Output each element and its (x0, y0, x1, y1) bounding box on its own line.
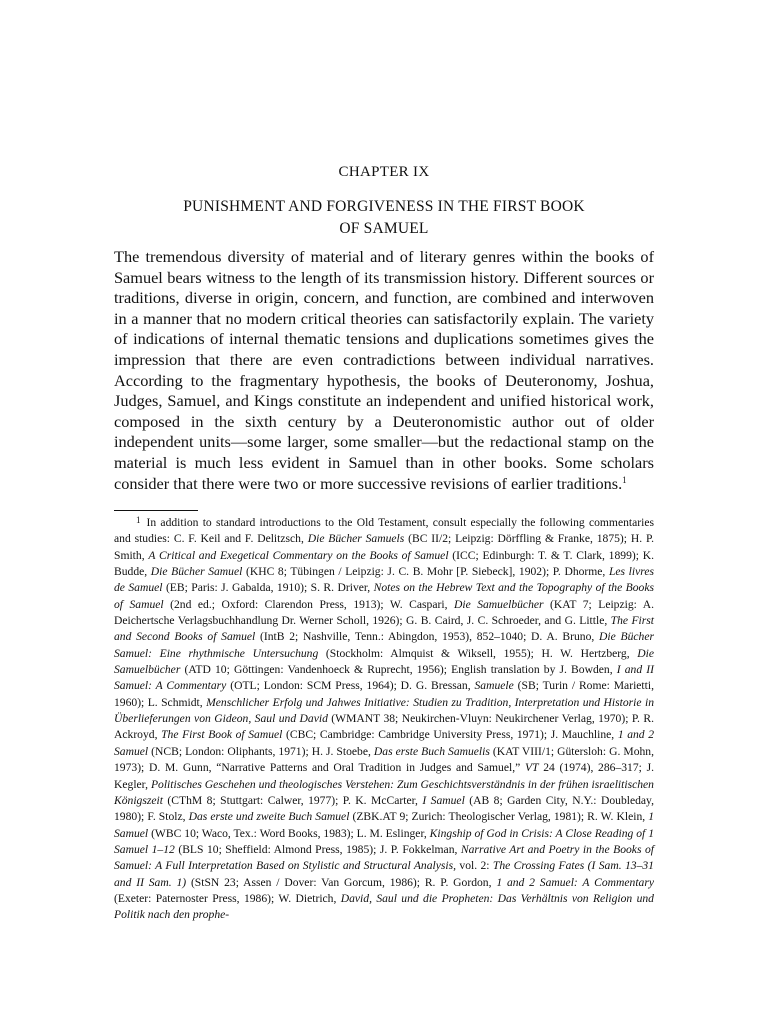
footnote-text-run: (SB; Turin / Rome: Marietti, 1960); L. Schmidt, (114, 679, 654, 709)
footnote-text-run: In addition to standard introductions to the Old Testament, consult especially the following commentaries and studies: C. F. Keil and F. Delitzsch, (114, 516, 654, 546)
footnote-text-run: (BLS 10; Sheffield: Almond Press, 1985); J. P. Fokkelman, (174, 842, 461, 856)
footnote-title-italic: David, Saul und die Propheten: Das Verhältnis von Religion und Politik nach den prophe- (114, 891, 654, 922)
footnote-title-italic: Die Bücher Samuel: Eine rhythmische Untersuchung (114, 630, 654, 660)
footnote-text-run: vol. 2: (456, 859, 493, 873)
footnote-text-run: (ICC; Edinburgh: T. & T. Clark, 1899); K. Budde, (114, 548, 654, 579)
footnote-title-italic: Das erste und zweite Buch Samuel (188, 810, 350, 824)
footnote-title-italic: Kingship of God in Crisis: A Close Reading of 1 Samuel 1–12 (114, 826, 654, 856)
footnote-title-italic: The First Book of Samuel (161, 728, 283, 742)
chapter-title-line-1: PUNISHMENT AND FORGIVENESS IN THE FIRST BOOK (183, 198, 585, 215)
footnote-text-run: (ATD 10; Göttingen: Vandenhoeck & Ruprecht, 1956); English translation by J. Bowden, (180, 663, 617, 677)
footnote-title-italic: I Samuel (422, 793, 465, 807)
chapter-title-line-2: OF SAMUEL (339, 220, 429, 237)
footnote-title-italic: Notes on the Hebrew Text and the Topography of the Books of Samuel (114, 581, 655, 611)
body-paragraph (114, 247, 654, 494)
footnote-title-italic: Die Bücher Samuels (307, 532, 405, 546)
footnote-title-italic: Samuele (474, 679, 514, 693)
footnote-text-run: (OTL; London: SCM Press, 1964); D. G. Bressan, (226, 679, 475, 693)
footnote-title-italic: VT (524, 761, 539, 775)
footnote: 1 In addition to standard introductions to the Old Testament, consult especially the following commentaries and studies: C. F. Keil and F. Delitzsch, Die Bücher Samuels (BC II/2; Leipzig: Dörffling & Franke, 1875); H. P. Smith, A Critical and Exegetical Commentary on the Books of Samuel (ICC; Edinburgh: T. & T. Clark, 1899); K. Budde, Die Bücher Samuel (KHC 8; Tübingen / Leipzig: J. C. B. Mohr [P. Siebeck], 1902); P. Dhorme, Les livres de Samuel (EB; Paris: J. Gabalda, 1910); S. R. Driver, Notes on the Hebrew Text and the Topography of the Books of Samuel (2nd ed.; Oxford: Clarendon Press, 1913); W. Caspari, Die Samuelbücher (KAT 7; Leipzig: A. Deichertsche Verlagsbuchhandlung Dr. Werner Scholl, 1926); G. B. Caird, J. C. Schroeder, and G. Little, The First and Second Books of Samuel (IntB 2; Nashville, Tenn.: Abingdon, 1953), 852–1040; D. A. Bruno, Die Bücher Samuel: Eine rhythmische Untersuchung (Stockholm: Almquist & Wiksell, 1955); H. W. Hertzberg, Die Samuelbücher (ATD 10; Göttingen: Vandenhoeck & Ruprecht, 1956); English translation by J. Bowden, I and II Samuel: A Commentary (OTL; London: SCM Press, 1964); D. G. Bressan, Samuele (SB; Turin / Rome: Marietti, 1960); L. Schmidt, Menschlicher Erfolg und Jahwes Initiative: Studien zu Tradition, Interpretation und Historie in Überlieferungen von Gideon, Saul und David (WMANT 38; Neukirchen-Vluyn: Neukirchener Verlag, 1970); P. R. Ackroyd, The First Book of Samuel (CBC; Cambridge: Cambridge University Press, 1971); J. Mauchline, 1 and 2 Samuel (NCB; London: Oliphants, 1971); H. J. Stoebe, Das erste Buch Samuelis (KAT VIII/1; Gütersloh: G. Mohn, 1973); D. M. Gunn, “Narrative Patterns and Oral Tradition in Judges and Samuel,” VT 24 (1974), 286–317; J. Kegler, Politisches Geschehen und theologisches Verstehen: Zum Geschichtsverständnis in der frühen israelitischen Königszeit (CThM 8; Stuttgart: Calwer, 1977); P. K. McCarter, I Samuel (AB 8; Garden City, N.Y.: Doubleday, 1980); F. Stolz, Das erste und zweite Buch Samuel (ZBK.AT 9; Zurich: Theologischer Verlag, 1981); R. W. Klein, 1 Samuel (WBC 10; Waco, Tex.: Word Books, 1983); L. M. Eslinger, Kingship of God in Crisis: A Close Reading of 1 Samuel 1–12 (BLS 10; Sheffield: Almond Press, 1985); J. P. Fokkelman, Narrative Art and Poetry in the Books of Samuel: A Full Interpretation Based on Stylistic and Structural Analysis, vol. 2: The Crossing Fates (I Sam. 13–31 and II Sam. 1) (StSN 23; Assen / Dover: Van Gorcum, 1986); R. P. Gordon, 1 and 2 Samuel: A Commentary (Exeter: Paternoster Press, 1986); W. Dietrich, David, Saul und die Propheten: Das Verhältnis von Religion und Politik nach den prophe- (114, 515, 655, 922)
footnote-title-italic: Die Samuelbücher (114, 646, 654, 677)
footnote-title-italic: 1 and 2 Samuel: A Commentary (496, 875, 654, 889)
footnote-text-run: (IntB 2; Nashville, Tenn.: Abingdon, 1953), 852–1040; D. A. Bruno, (255, 630, 600, 644)
footnote-title-italic: Les livres de Samuel (114, 565, 654, 595)
footnote-text-run: (CBC; Cambridge: Cambridge University Press, 1971); J. Mauchline, (282, 728, 618, 742)
footnote-text-run: (CThM 8; Stuttgart: Calwer, 1977); P. K. McCarter, (162, 793, 423, 807)
footnote-title-italic: 1 Samuel (114, 810, 655, 840)
chapter-title (140, 196, 628, 240)
footnote-text-run: 24 (1974), 286–317; J. Kegler, (114, 761, 654, 791)
footnote-text-run: (KAT 7; Leipzig: A. Deichertsche Verlagsbuchhandlung Dr. Werner Scholl, 1926); G. B. Caird, J. C. Schroeder, and G. Little, (114, 597, 654, 628)
footnote-text-run: (NCB; London: Oliphants, 1971); H. J. Stoebe, (148, 744, 374, 758)
footnote-reference: 1 (622, 474, 627, 485)
footnote-text-run: (2nd ed.; Oxford: Clarendon Press, 1913); W. Caspari, (163, 597, 454, 611)
body-text: The tremendous diversity of material and of literary genres within the books of Samuel bears witness to the length of its transmission history. Different sources or traditions, diverse in origin, concern, and function, are combined and interwoven in a manner that no modern critical theories can satisfactorily explain. The variety of indications of internal thematic tensions and duplications sometimes gives the impression that there are even contradictions between individual narratives. According to the fragmentary hypothesis, the books of Deuteronomy, Joshua, Judges, Samuel, and Kings constitute an independent and unified historical work, composed in the sixth century by a Deuteronomistic author out of older independent units—some larger, some smaller—but the redactional stamp on the material is much less evident in Samuel than in other books. Some scholars consider that there were two or more successive revisions of earlier traditions. (114, 247, 654, 493)
footnote-text-run: (EB; Paris: J. Gabalda, 1910); S. R. Driver, (162, 581, 374, 595)
footnote-title-italic: The First and Second Books of Samuel (114, 614, 654, 644)
footnote-title-italic: 1 and 2 Samuel (114, 728, 654, 758)
footnote-text-run: (KHC 8; Tübingen / Leipzig: J. C. B. Mohr [P. Siebeck], 1902); P. Dhorme, (242, 565, 609, 579)
chapter-heading: CHAPTER IX (338, 164, 430, 180)
footnote-title-italic: Narrative Art and Poetry in the Books of Samuel: A Full Interpretation Based on Stylistic and Structural Analysis, (114, 842, 654, 873)
footnote-divider (114, 510, 198, 511)
footnote-text-run: (ZBK.AT 9; Zurich: Theologischer Verlag, 1981); R. W. Klein, (349, 810, 649, 824)
footnote-text-run: (BC II/2; Leipzig: Dörffling & Franke, 1875); H. P. Smith, (114, 532, 655, 562)
footnote-text-run: (WBC 10; Waco, Tex.: Word Books, 1983); L. M. Eslinger, (148, 826, 430, 840)
footnote-text (114, 516, 654, 921)
footnote-title-italic: The Crossing Fates (I Sam. 13–31 and II Sam. 1) (114, 859, 654, 889)
footnote-title-italic: Die Bücher Samuel (150, 565, 243, 579)
footnote-title-italic: Politisches Geschehen und theologisches Verstehen: Zum Geschichtsverständnis in der frühen israelitischen Königszeit (114, 777, 654, 807)
footnote-title-italic: Das erste Buch Samuelis (373, 744, 490, 758)
footnote-text-run: (AB 8; Garden City, N.Y.: Doubleday, 1980); F. Stolz, (114, 793, 654, 824)
footnote-title-italic: Menschlicher Erfolg und Jahwes Initiative: Studien zu Tradition, Interpretation und Historie in Überlieferungen von Gideon, Saul und David (114, 695, 654, 726)
footnote-text-run: (KAT VIII/1; Gütersloh: G. Mohn, 1973); D. M. Gunn, “Narrative Patterns and Oral Tradition in Judges and Samuel,” (114, 744, 654, 775)
footnote-text-run: (WMANT 38; Neukirchen-Vluyn: Neukirchener Verlag, 1970); P. R. Ackroyd, (114, 712, 654, 742)
footnote-title-italic: I and II Samuel: A Commentary (114, 663, 654, 693)
footnote-title-italic: Die Samuelbücher (453, 597, 544, 611)
footnote-text-run: (Stockholm: Almquist & Wiksell, 1955); H. W. Hertzberg, (318, 646, 638, 660)
footnote-text-run: (StSN 23; Assen / Dover: Van Gorcum, 1986); R. P. Gordon, (186, 875, 497, 889)
footnote-title-italic: A Critical and Exegetical Commentary on the Books of Samuel (148, 548, 449, 562)
footnote-text-run: (Exeter: Paternoster Press, 1986); W. Dietrich, (114, 891, 341, 905)
